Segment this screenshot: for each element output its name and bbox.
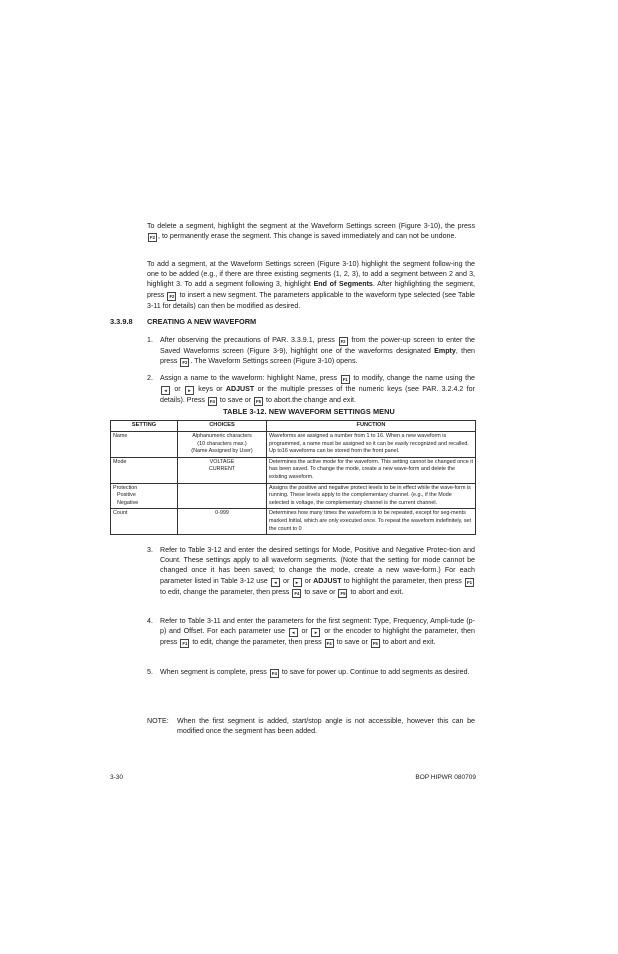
table-row <box>111 483 476 509</box>
table-row <box>111 509 476 535</box>
table-row <box>111 457 476 483</box>
left-arrow-key-icon: ◄ <box>161 386 170 395</box>
f1-key-icon: F1 <box>342 377 348 382</box>
f5-key-icon: F5 <box>256 399 262 404</box>
page-number: 3-30 <box>110 774 124 781</box>
f2-key-icon: F2 <box>340 339 346 344</box>
setting-cell: Protection Positive Negative <box>111 483 178 509</box>
table-header-row <box>111 421 476 432</box>
right-arrow-key-icon: ► <box>185 386 194 395</box>
choices-cell: Alphanumeric characters (10 characters max.) (Name Assigned by User) <box>178 432 267 458</box>
f4-key-icon: F4 <box>326 641 332 647</box>
f1-key-icon: F1 <box>466 579 472 585</box>
function-cell: Determines how many times the waveform is to be repeated, except for seg-ments marked Initial, which are only executed once. To repeat the waveform indefinitely, set the count to 0 <box>267 509 476 535</box>
choices-cell: 0-999 <box>178 509 267 535</box>
f4-key-icon: F4 <box>271 671 277 676</box>
section-title: CREATING A NEW WAVEFORM <box>147 317 257 326</box>
left-arrow-key-icon: ◄ <box>289 628 298 637</box>
paragraph-delete-segment: To delete a segment, highlight the segment at the Waveform Settings screen (Figure 3-10), the press F2 , to permanently erase the segment. This change is saved immediately and can not be undone. <box>147 222 475 241</box>
setting-cell: Mode <box>111 457 178 483</box>
setting-cell: Name <box>111 432 178 458</box>
f4-key-icon: F4 <box>294 590 300 596</box>
document-id: BOP HIPWR 080709 <box>415 774 476 781</box>
right-arrow-key-icon: ► <box>311 628 320 637</box>
section-number: 3.3.9.8 <box>110 317 133 326</box>
column-header: CHOICES <box>178 421 267 432</box>
f2-key-icon: F2 <box>182 360 188 366</box>
function-cell: Waveforms are assigned a number from 1 to 16. When a new waveform is programmed, a name must be assigned so it can be easily recognized and recalled. Up to16 waveforms can be stored from the front panel. <box>267 432 476 458</box>
table-row <box>111 432 476 458</box>
f2-key-icon: F2 <box>149 235 155 241</box>
paragraph-add-segment: To add a segment, at the Waveform Settings screen (Figure 3-10) highlight the segment follow-ing the one to be added (e.g., if there are three existing segments (1, 2, 3), to add a segment between 2 and 3, highlight 3. To add a segment following 3, highlight End of Segments. After highlighting the segment, press F2 to insert a new segment. The parameters applicable to the waveform type selected (see Table 3-11 for details) can then be modified as desired. <box>147 260 475 310</box>
f5-key-icon: F5 <box>340 590 346 596</box>
manual-page: To delete a segment, highlight the segment at the Waveform Settings screen (Figure 3-10), the press F2 , to permanently erase the segment. This change is saved immediately and can not be undone. To add a segment, at the Waveform Settings screen (Figure 3-10) highlight the segment follow-ing the one to be added (e.g., if there are three existing segments (1, 2, 3), to add a segment between 2 and 3, highlight 3. To add a segment following 3, highlight End of Segments. After highlighting the segment, press F2 to insert a new segment. The parameters applicable to the waveform type selected (see Table 3-11 for details) can then be modified as desired. 3.3.9.8 CREATING A NEW WAVEFORM 1. After observing the precautions of PAR. 3.3.9.1, press F2 from the power-up screen to enter the Saved Waveforms screen (Figure 3-9), highlight one of the waveforms designated Empty, then press F2 . The Waveform Settings screen (Figure 3-10) opens. 2. Assign a name to the waveform: highlight Name, press F1 to modify, change the name using the ◄ or ► keys or ADJUST or the multiple presses of the numeric keys (see PAR. 3.2.4.2 for details). Press F4 to save or F5 to abort.the change and exit. TABLE 3-12. NEW WAVEFORM SETTINGS MENU SETTING CHOICES FUNCTION Name Alphanumeric characters (10 characters max.) (Name Assigned by User) Waveforms are assigned a number from 1 to 16. When a new waveform is programmed, a name must be assigned so it can be easily recognized and recalled. Up to16 waveforms can be stored from the front panel. Mode VOLTAGE CURRENT Determines the active mode for the waveform. This setting cannot be changed once it has been saved. To change the mode, create a new wave-form and delete the existing waveform. Protection Positive Negative Assigns the positive and negative protect levels to be in effect while the wave-form is running. These levels apply to the complementary channel. (e.g., if the Mode selected is voltage, the complementary channel is the current channel. Count 0-999 Determines how many times the waveform is to be repeated, except for seg-ments marked Initial, which are only executed once. To repeat the waveform indefinitely, set the count to 0 3. Refer to Table 3-12 and enter the desired settings for Mode, Positive and Negative Protec-tion and Count. These settings apply to all waveform segments. (Note that the setting for mode cannot be changed once it has been saved; to change the mode, create a new wave-form.) For each parameter listed in Table 3-12 use ◄ or ► or ADJUST to highlight the parameter, then press F1 to edit, change the parameter, then press F4 to save or F5 to abort and exit. 4. Refer to Table 3-11 and enter the parameters for the first segment: Type, Frequency, Ampli-tude (p-p) and Offset. For each parameter use ◄ or ► or the encoder to highlight the parameter, then press F1 to edit, change the parameter, then press F4 to save or F5 to abort and exit. 5. When segment is complete, press F4 to save for power up. Continue to add segments as desired. NOTE: When the first segment is added, start/stop angle is not accessible, however this can be modified once the segment has been added. 3-30 BOP HIPWR 080709 <box>0 0 618 954</box>
choices-cell <box>178 483 267 509</box>
settings-table <box>110 420 476 535</box>
f5-key-icon: F5 <box>372 641 378 647</box>
choices-cell: VOLTAGE CURRENT <box>178 457 267 483</box>
f2-key-icon: F2 <box>169 293 175 299</box>
setting-cell: Count <box>111 509 178 535</box>
left-arrow-key-icon: ◄ <box>271 578 280 587</box>
note-label: NOTE: <box>147 717 169 725</box>
note-text: When the first segment is added, start/stop angle is not accessible, however this can be modified once the segment has been added. <box>177 717 475 736</box>
column-header: FUNCTION <box>267 421 476 432</box>
table-title: TABLE 3-12. NEW WAVEFORM SETTINGS MENU <box>223 407 395 416</box>
right-arrow-key-icon: ► <box>293 578 302 587</box>
f1-key-icon: F1 <box>182 641 188 647</box>
column-header: SETTING <box>111 421 178 432</box>
function-cell: Assigns the positive and negative protect levels to be in effect while the wave-form is running. These levels apply to the complementary channel. (e.g., if the Mode selected is voltage, the complementary channel is the current channel. <box>267 483 476 509</box>
f4-key-icon: F4 <box>209 399 215 404</box>
function-cell: Determines the active mode for the waveform. This setting cannot be changed once it has been saved. To change the mode, create a new wave-form and delete the existing waveform. <box>267 457 476 483</box>
